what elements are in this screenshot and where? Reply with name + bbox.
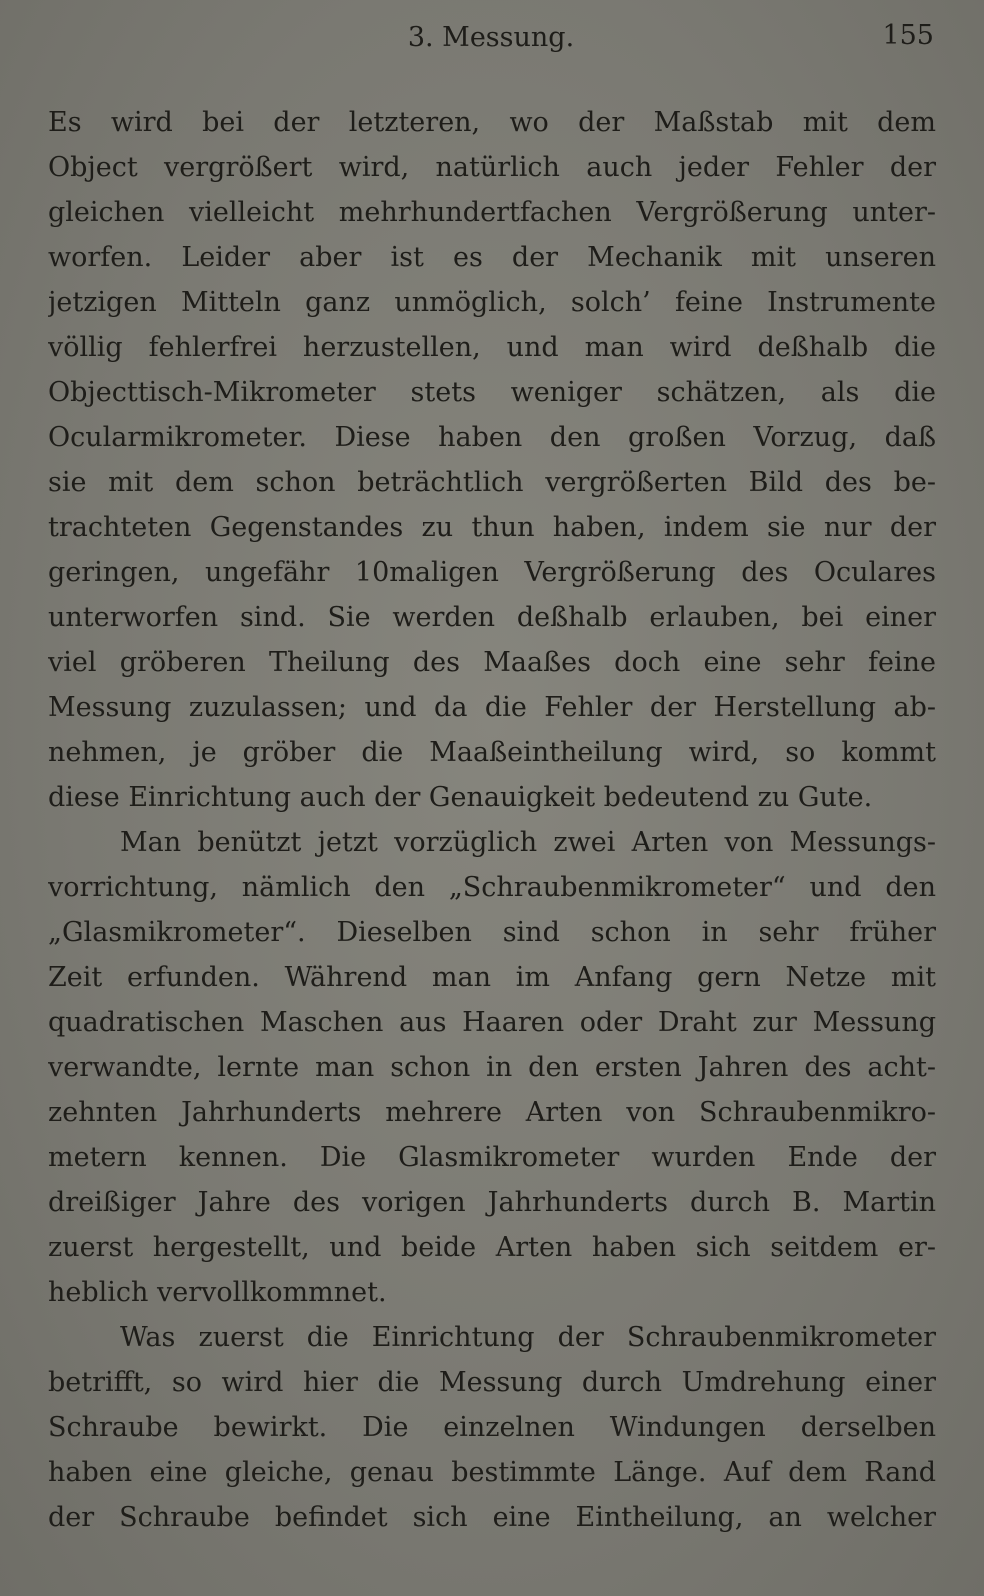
text-line: Zeit erfunden. Während man im Anfang gern Netze mit (48, 962, 936, 993)
text-line: Objecttisch-Mikrometer stets weniger schätzen, als die (48, 377, 936, 408)
text-line: verwandte, lernte man schon in den ersten Jahren des acht- (48, 1052, 936, 1083)
text-line: quadratischen Maschen aus Haaren oder Draht zur Messung (48, 1007, 936, 1038)
text-line: Object vergrößert wird, natürlich auch jeder Fehler der (48, 152, 936, 183)
page-header (48, 18, 934, 58)
text-line: trachteten Gegenstandes zu thun haben, indem sie nur der (48, 512, 936, 543)
text-line: heblich vervollkommnet. (48, 1277, 387, 1308)
text-line: worfen. Leider aber ist es der Mechanik mit unseren (48, 242, 936, 273)
page-number: 155 (882, 20, 934, 51)
text-line: metern kennen. Die Glasmikrometer wurden Ende der (48, 1142, 936, 1173)
text-line: unterworfen sind. Sie werden deßhalb erlauben, bei einer (48, 602, 936, 633)
text-line: viel gröberen Theilung des Maaßes doch eine sehr feine (48, 647, 936, 678)
text-line: Was zuerst die Einrichtung der Schraubenmikrometer (120, 1322, 936, 1353)
text-line: Es wird bei der letzteren, wo der Maßstab mit dem (48, 107, 936, 138)
text-line: geringen, ungefähr 10maligen Vergrößerung des Oculares (48, 557, 936, 588)
text-line: jetzigen Mitteln ganz unmöglich, solch’ feine Instrumente (48, 287, 936, 318)
text-line: zehnten Jahrhunderts mehrere Arten von Schraubenmikro- (48, 1097, 936, 1128)
text-line: der Schraube befindet sich eine Eintheilung, an welcher (48, 1502, 936, 1533)
text-line: „Glasmikrometer“. Dieselben sind schon in sehr früher (48, 917, 936, 948)
text-line: Messung zuzulassen; und da die Fehler der Herstellung ab- (48, 692, 936, 723)
text-line: gleichen vielleicht mehrhundertfachen Vergrößerung unter- (48, 197, 936, 228)
text-line: betrifft, so wird hier die Messung durch Umdrehung einer (48, 1367, 936, 1398)
text-line: Schraube bewirkt. Die einzelnen Windungen derselben (48, 1412, 936, 1443)
text-line: sie mit dem schon beträchtlich vergrößerten Bild des be- (48, 467, 936, 498)
text-line: vorrichtung, nämlich den „Schraubenmikrometer“ und den (48, 872, 936, 903)
text-line: nehmen, je gröber die Maaßeintheilung wird, so kommt (48, 737, 936, 768)
text-line: völlig fehlerfrei herzustellen, und man wird deßhalb die (48, 332, 936, 363)
text-line: zuerst hergestellt, und beide Arten haben sich seitdem er- (48, 1232, 936, 1263)
running-title: 3. Messung. (407, 22, 575, 53)
text-line: diese Einrichtung auch der Genauigkeit bedeutend zu Gute. (48, 782, 873, 813)
text-line: dreißiger Jahre des vorigen Jahrhunderts durch B. Martin (48, 1187, 936, 1218)
text-line: haben eine gleiche, genau bestimmte Länge. Auf dem Rand (48, 1457, 936, 1488)
text-line: Ocularmikrometer. Diese haben den großen Vorzug, daß (48, 422, 936, 453)
text-line: Man benützt jetzt vorzüglich zwei Arten von Messungs- (120, 827, 936, 858)
body-text (48, 100, 936, 1540)
